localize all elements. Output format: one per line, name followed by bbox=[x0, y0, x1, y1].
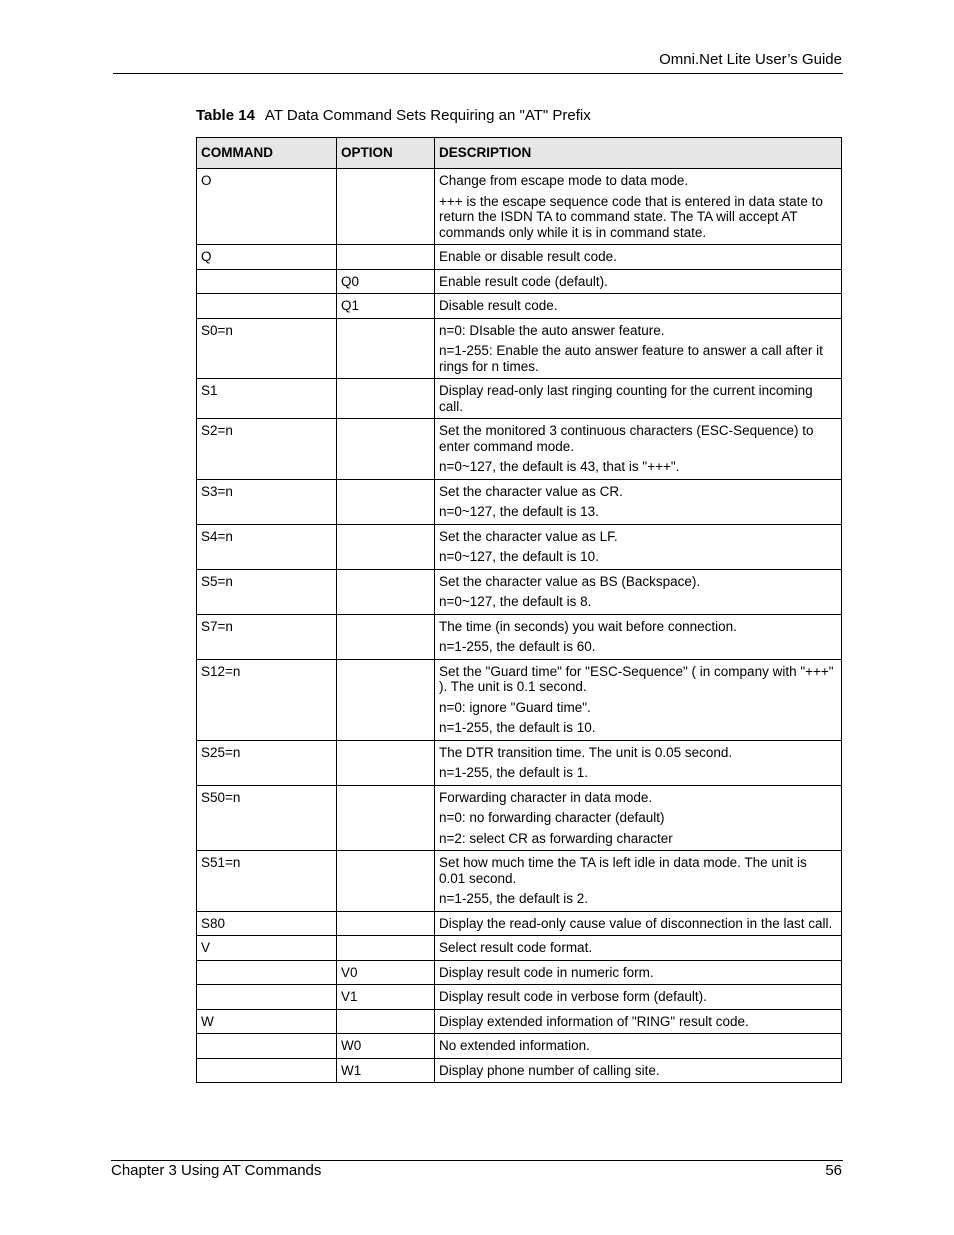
command-cell: S12=n bbox=[197, 659, 337, 740]
description-line: Change from escape mode to data mode. bbox=[439, 173, 689, 188]
description-line: The DTR transition time. The unit is 0.05 second. bbox=[439, 744, 733, 760]
description-cell bbox=[435, 294, 842, 319]
table-row bbox=[197, 960, 842, 985]
table-row bbox=[197, 659, 842, 740]
description-line: n=0: ignore "Guard time". bbox=[439, 699, 591, 715]
option-cell bbox=[337, 740, 435, 785]
description-cell bbox=[435, 614, 842, 659]
description-line: +++ is the escape sequence code that is entered in data state to return the ISDN TA to command state. The TA will accept AT commands only while it is in command state. bbox=[439, 193, 823, 240]
option-cell: W0 bbox=[337, 1034, 435, 1059]
description-cell bbox=[435, 659, 842, 740]
description-cell bbox=[435, 524, 842, 569]
column-header-option: OPTION bbox=[337, 138, 435, 169]
table-row bbox=[197, 740, 842, 785]
table-row bbox=[197, 1034, 842, 1059]
description-line: Enable result code (default). bbox=[439, 273, 608, 289]
option-cell bbox=[337, 911, 435, 936]
description-line: Set the "Guard time" for "ESC-Sequence" ( in company with "+++" ). The unit is 0.1 second. bbox=[439, 663, 834, 694]
description-line: n=1-255, the default is 1. bbox=[439, 765, 588, 780]
at-command-table bbox=[196, 137, 842, 1083]
description-cell bbox=[435, 851, 842, 912]
table-row bbox=[197, 294, 842, 319]
option-cell bbox=[337, 479, 435, 524]
description-cell bbox=[435, 740, 842, 785]
description-cell bbox=[435, 479, 842, 524]
command-cell bbox=[197, 269, 337, 294]
description-cell bbox=[435, 985, 842, 1010]
description-cell bbox=[435, 169, 842, 245]
page-number: 56 bbox=[825, 1162, 842, 1179]
description-line: The time (in seconds) you wait before connection. bbox=[439, 618, 737, 634]
description-cell bbox=[435, 318, 842, 379]
command-cell: S7=n bbox=[197, 614, 337, 659]
table-row bbox=[197, 1009, 842, 1034]
table-caption bbox=[196, 107, 591, 124]
description-line: n=1-255, the default is 2. bbox=[439, 891, 588, 906]
description-line: Display the read-only cause value of disconnection in the last call. bbox=[439, 915, 833, 931]
option-cell bbox=[337, 379, 435, 419]
description-cell bbox=[435, 911, 842, 936]
option-cell bbox=[337, 245, 435, 270]
command-cell bbox=[197, 960, 337, 985]
description-line: Disable result code. bbox=[439, 298, 558, 313]
command-cell: S0=n bbox=[197, 318, 337, 379]
footer-chapter: Chapter 3 Using AT Commands bbox=[111, 1162, 322, 1179]
description-line: Set the character value as BS (Backspace). bbox=[439, 573, 701, 589]
description-line: n=0: DIsable the auto answer feature. bbox=[439, 322, 665, 338]
command-cell bbox=[197, 1058, 337, 1083]
description-cell bbox=[435, 1009, 842, 1034]
option-cell bbox=[337, 169, 435, 245]
option-cell bbox=[337, 785, 435, 851]
table-row bbox=[197, 785, 842, 851]
option-cell: V0 bbox=[337, 960, 435, 985]
command-cell: S51=n bbox=[197, 851, 337, 912]
option-cell bbox=[337, 659, 435, 740]
table-row bbox=[197, 479, 842, 524]
option-cell bbox=[337, 318, 435, 379]
table-caption-text: AT Data Command Sets Requiring an "AT" Prefix bbox=[264, 107, 591, 124]
command-cell: Q bbox=[197, 245, 337, 270]
column-header-description: DESCRIPTION bbox=[435, 138, 842, 169]
command-cell bbox=[197, 294, 337, 319]
command-cell bbox=[197, 1034, 337, 1059]
description-line: Enable or disable result code. bbox=[439, 249, 617, 264]
description-line: Display phone number of calling site. bbox=[439, 1062, 660, 1078]
description-line: n=0~127, the default is 10. bbox=[439, 549, 599, 564]
description-line: Set how much time the TA is left idle in data mode. The unit is 0.01 second. bbox=[439, 855, 807, 886]
table-row bbox=[197, 1058, 842, 1083]
table-row bbox=[197, 936, 842, 961]
table-caption-label: Table 14 bbox=[196, 107, 255, 124]
description-cell bbox=[435, 1034, 842, 1059]
description-cell bbox=[435, 269, 842, 294]
description-cell bbox=[435, 960, 842, 985]
description-line: n=1-255, the default is 10. bbox=[439, 720, 596, 735]
description-cell bbox=[435, 936, 842, 961]
footer-rule bbox=[111, 1160, 843, 1161]
table-row bbox=[197, 169, 842, 245]
command-cell: O bbox=[197, 169, 337, 245]
description-line: Set the monitored 3 continuous characters (ESC-Sequence) to enter command mode. bbox=[439, 423, 814, 454]
description-line: Set the character value as LF. bbox=[439, 528, 618, 544]
description-line: n=0~127, the default is 43, that is "+++". bbox=[439, 459, 680, 474]
option-cell: W1 bbox=[337, 1058, 435, 1083]
option-cell bbox=[337, 851, 435, 912]
table-row bbox=[197, 985, 842, 1010]
description-cell bbox=[435, 419, 842, 480]
description-line: n=2: select CR as forwarding character bbox=[439, 830, 673, 846]
option-cell bbox=[337, 524, 435, 569]
description-line: Select result code format. bbox=[439, 940, 593, 955]
description-line: n=1-255, the default is 60. bbox=[439, 639, 596, 654]
table-row bbox=[197, 569, 842, 614]
description-line: Display extended information of "RING" result code. bbox=[439, 1013, 749, 1029]
command-cell: S3=n bbox=[197, 479, 337, 524]
description-line: Display result code in verbose form (default). bbox=[439, 989, 707, 1004]
command-cell: S25=n bbox=[197, 740, 337, 785]
option-cell bbox=[337, 569, 435, 614]
table-row bbox=[197, 419, 842, 480]
description-cell bbox=[435, 785, 842, 851]
option-cell bbox=[337, 1009, 435, 1034]
description-line: No extended information. bbox=[439, 1038, 590, 1053]
option-cell bbox=[337, 419, 435, 480]
description-line: n=0: no forwarding character (default) bbox=[439, 810, 665, 825]
description-line: Display read-only last ringing counting for the current incoming call. bbox=[439, 383, 813, 414]
description-line: Set the character value as CR. bbox=[439, 483, 623, 499]
running-header-title: Omni.Net Lite User’s Guide bbox=[659, 51, 842, 68]
table-row bbox=[197, 524, 842, 569]
command-cell: S5=n bbox=[197, 569, 337, 614]
command-cell: S2=n bbox=[197, 419, 337, 480]
command-cell: S4=n bbox=[197, 524, 337, 569]
option-cell: V1 bbox=[337, 985, 435, 1010]
command-cell: V bbox=[197, 936, 337, 961]
description-line: Forwarding character in data mode. bbox=[439, 789, 653, 805]
table-row bbox=[197, 245, 842, 270]
command-cell: S80 bbox=[197, 911, 337, 936]
option-cell bbox=[337, 614, 435, 659]
table-row bbox=[197, 269, 842, 294]
table-body bbox=[197, 169, 842, 1083]
description-line: n=1-255: Enable the auto answer feature to answer a call after it rings for n times. bbox=[439, 343, 823, 374]
description-cell bbox=[435, 1058, 842, 1083]
command-cell bbox=[197, 985, 337, 1010]
table-row bbox=[197, 379, 842, 419]
description-cell bbox=[435, 245, 842, 270]
description-line: n=0~127, the default is 8. bbox=[439, 594, 592, 609]
column-header-command: COMMAND bbox=[197, 138, 337, 169]
option-cell: Q0 bbox=[337, 269, 435, 294]
table-row bbox=[197, 318, 842, 379]
table-row bbox=[197, 911, 842, 936]
table-header-row bbox=[197, 138, 842, 169]
command-cell: S50=n bbox=[197, 785, 337, 851]
table-row bbox=[197, 851, 842, 912]
command-cell: S1 bbox=[197, 379, 337, 419]
header-rule bbox=[113, 73, 843, 74]
description-line: n=0~127, the default is 13. bbox=[439, 504, 599, 519]
description-cell bbox=[435, 569, 842, 614]
command-cell: W bbox=[197, 1009, 337, 1034]
description-line: Display result code in numeric form. bbox=[439, 964, 654, 980]
option-cell bbox=[337, 936, 435, 961]
option-cell: Q1 bbox=[337, 294, 435, 319]
description-cell bbox=[435, 379, 842, 419]
table-row bbox=[197, 614, 842, 659]
